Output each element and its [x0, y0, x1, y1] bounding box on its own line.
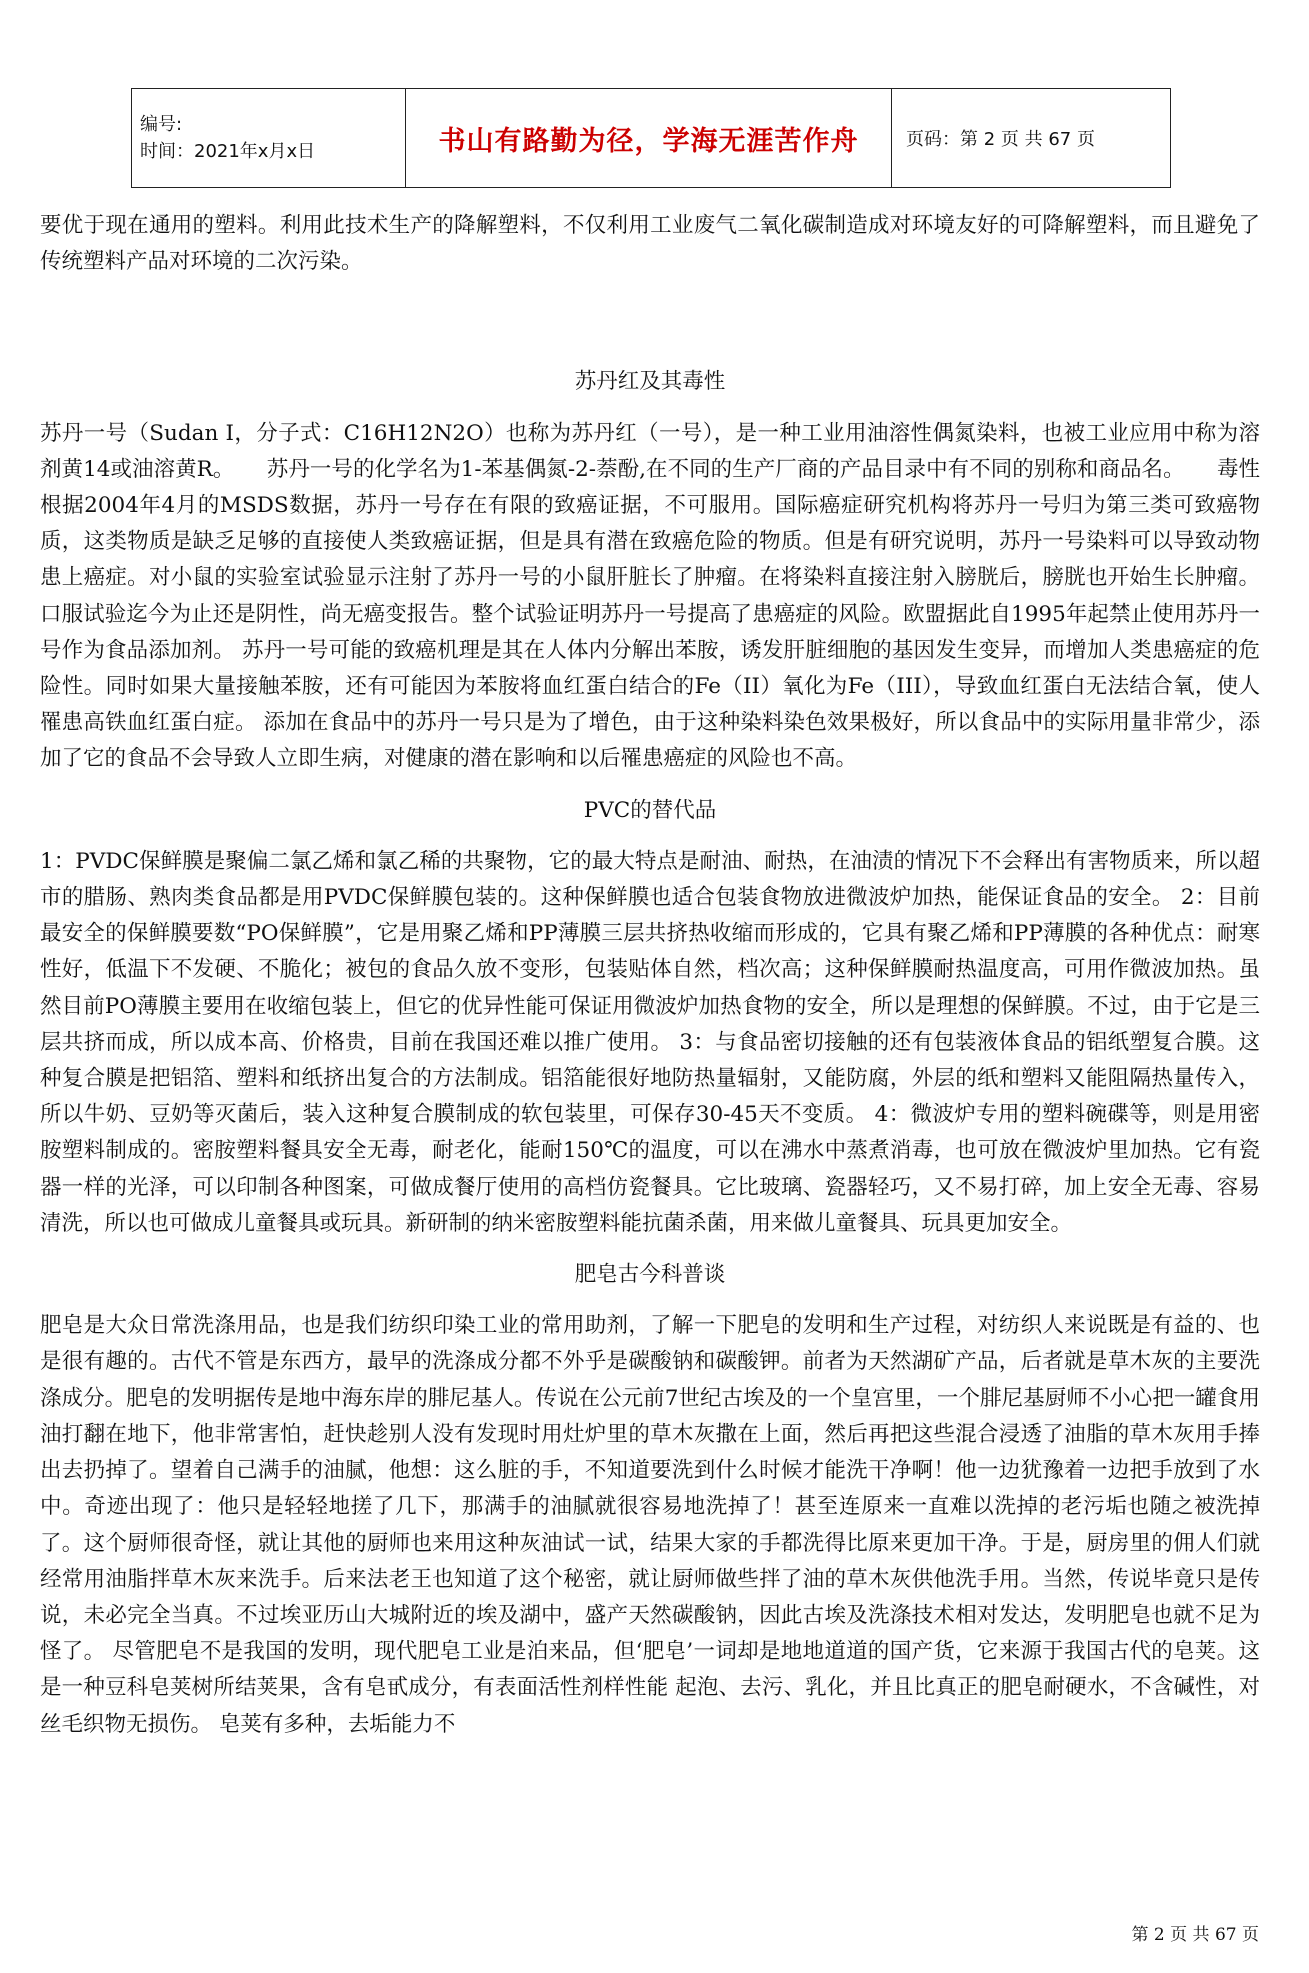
- document-header: [131, 88, 1171, 188]
- section-title-sudan-red: 苏丹红及其毒性: [574, 369, 726, 395]
- section-body-sudan-red: 苏丹一号（Sudan I，分子式：C16H12N2O）也称为苏丹红（一号），是一种工业用油溶性偶氮染料，也被工业应用中称为溶剂黄14或油溶黄R。 苏丹一号的化学名为1-苯基偶氮-2-萘酚,在不同的生产厂商的产品目录中有不同的别称和商品名。 毒性 根据2004年4月的MSDS数据，苏丹一号存在有限的致癌证据，不可服用。国际癌症研究机构将苏丹一号归为第三类可致癌物质，这类物质是缺乏足够的直接使人类致癌证据，但是具有潜在致癌危险的物质。但是有研究说明，苏丹一号染料可以导致动物患上癌症。对小鼠的实验室试验显示注射了苏丹一号的小鼠肝脏长了肿瘤。在将染料直接注射入膀胱后，膀胱也开始生长肿瘤。口服试验迄今为止还是阴性，尚无癌变报告。整个试验证明苏丹一号提高了患癌症的风险。欧盟据此自1995年起禁止使用苏丹一号作为食品添加剂。 苏丹一号可能的致癌机理是其在人体内分解出苯胺，诱发肝脏细胞的基因发生变异，而增加人类患癌症的危险性。同时如果大量接触苯胺，还有可能因为苯胺将血红蛋白结合的Fe（II）氧化为Fe（III），导致血红蛋白无法结合氧，使人罹患高铁血红蛋白症。 添加在食品中的苏丹一号只是为了增色，由于这种染料染色效果极好，所以食品中的实际用量非常少，添加了它的食品不会导致人立即生病，对健康的潜在影响和以后罹患癌症的风险也不高。: [40, 420, 1282, 772]
- section-body-soap-history: 肥皂是大众日常洗涤用品，也是我们纺织印染工业的常用助剂，了解一下肥皂的发明和生产过程，对纺织人来说既是有益的、也是很有趣的。古代不管是东西方，最早的洗涤成分都不外乎是碳酸钠和碳酸钾。前者为天然湖矿产品，后者就是草木灰的主要洗涤成分。肥皂的发明据传是地中海东岸的腓尼基人。传说在公元前7世纪古埃及的一个皇宫里，一个腓尼基厨师不小心把一罐食用油打翻在地下，他非常害怕，赶快趁别人没有发现时用灶炉里的草木灰撒在上面，然后再把这些混合浸透了油脂的草木灰用手捧出去扔掉了。望着自己满手的油腻，他想：这么脏的手，不知道要洗到什么时候才能洗干净啊！他一边犹豫着一边把手放到了水中。奇迹出现了：他只是轻轻地搓了几下，那满手的油腻就很容易地洗掉了！甚至连原来一直难以洗掉的老污垢也随之被洗掉了。这个厨师很奇怪，就让其他的厨师也来用这种灰油试一试，结果大家的手都洗得比原来更加干净。于是，厨房里的佣人们就经常用油脂拌草木灰来洗手。后来法老王也知道了这个秘密，就让厨师做些拌了油的草木灰供他洗手用。当然，传说毕竟只是传说，未必完全当真。不过埃亚历山大城附近的埃及湖中，盛产天然碳酸钠，因此古埃及洗涤技术相对发达，发明肥皂也就不足为怪了。 尽管肥皂不是我国的发明，现代肥皂工业是泊来品，但‘肥皂’一词却是地地道道的国产货，它来源于我国古代的皂荚。这是一种豆科皂荚树所结荚果，含有皂甙成分，有表面活性剂样性能 起泡、去污、乳化，并且比真正的肥皂耐硬水，不含碱性，对丝毛织物无损伤。 皂荚有多种，去垢能力不: [40, 1313, 1260, 1737]
- section-title-soap-history: 肥皂古今科普谈: [574, 1262, 726, 1288]
- header-motto: 书山有路勤为径，学海无涯苦作舟: [406, 89, 892, 188]
- section-title-pvc-alternatives: PVC的替代品: [583, 797, 717, 823]
- document-number-label: 编号:: [140, 114, 183, 135]
- page-footer: 第 2 页 共 67 页: [1131, 1925, 1259, 1945]
- document-time-label: 时间：2021年x月x日: [140, 141, 316, 162]
- section-body-pvc-alternatives: 1：PVDC保鲜膜是聚偏二氯乙烯和氯乙稀的共聚物，它的最大特点是耐油、耐热，在油渍的情况下不会释出有害物质来，所以超市的腊肠、熟肉类食品都是用PVDC保鲜膜包装的。这种保鲜膜也适合包装食物放进微波炉加热，能保证食品的安全。 2：目前最安全的保鲜膜要数“PO保鲜膜”，它是用聚乙烯和PP薄膜三层共挤热收缩而形成的，它具有聚乙烯和PP薄膜的各种优点：耐寒性好，低温下不发硬、不脆化；被包的食品久放不变形，包装贴体自然，档次高；这种保鲜膜耐热温度高，可用作微波加热。虽然目前PO薄膜主要用在收缩包装上，但它的优异性能可保证用微波炉加热食物的安全，所以是理想的保鲜膜。不过，由于它是三层共挤而成，所以成本高、价格贵，目前在我国还难以推广使用。 3：与食品密切接触的还有包装液体食品的铝纸塑复合膜。这种复合膜是把铝箔、塑料和纸挤出复合的方法制成。铝箔能很好地防热量辐射，又能防腐，外层的纸和塑料又能阻隔热量传入，所以牛奶、豆奶等灭菌后，装入这种复合膜制成的软包装里，可保存30-45天不变质。 4：微波炉专用的塑料碗碟等，则是用密胺塑料制成的。密胺塑料餐具安全无毒，耐老化，能耐150℃的温度，可以在沸水中蒸煮消毒，也可放在微波炉里加热。它有瓷器一样的光泽，可以印制各种图案，可做成餐厅使用的高档仿瓷餐具。它比玻璃、瓷器轻巧，又不易打碎，加上安全无毒、容易清洗，所以也可做成儿童餐具或玩具。新研制的纳米密胺塑料能抗菌杀菌，用来做儿童餐具、玩具更加安全。: [40, 848, 1260, 1236]
- header-meta-cell: [132, 89, 406, 188]
- intro-paragraph: 要优于现在通用的塑料。利用此技术生产的降解塑料，不仅利用工业废气二氧化碳制造成对环境友好的可降解塑料，而且避免了传统塑料产品对环境的二次污染。: [40, 213, 1260, 275]
- header-page-info: 页码：第 2 页 共 67 页: [892, 89, 1171, 188]
- document-body: [40, 208, 1282, 1743]
